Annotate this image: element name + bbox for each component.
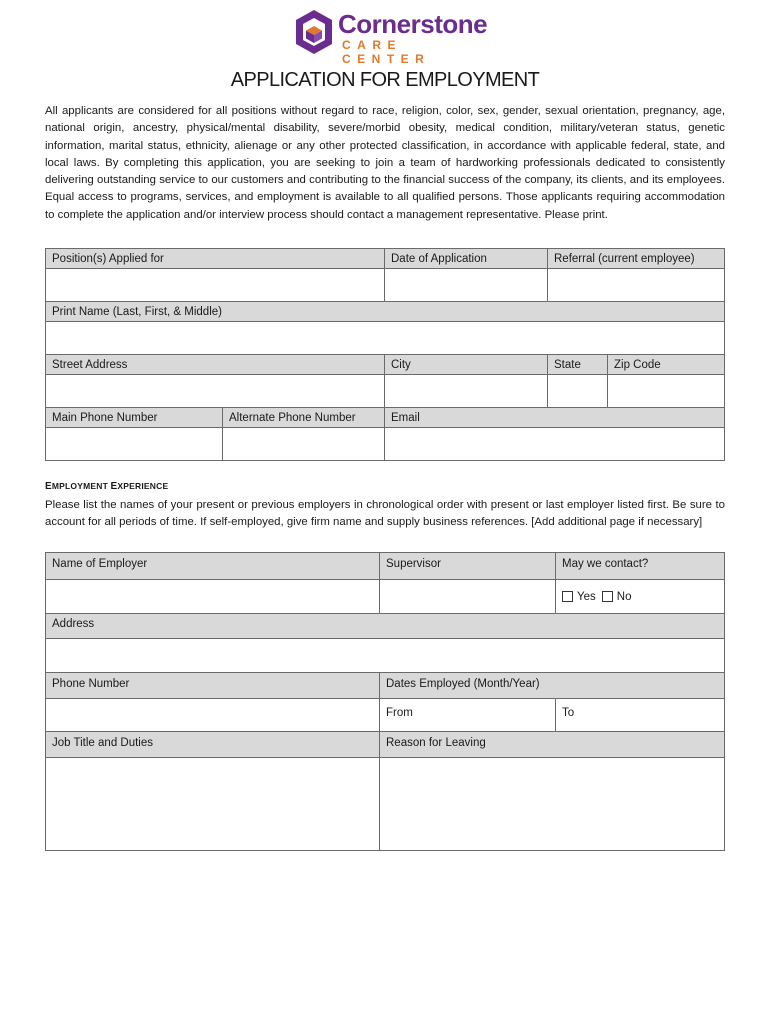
address-input[interactable] (45, 638, 725, 673)
phone-input[interactable] (45, 698, 380, 732)
supervisor-input[interactable] (379, 579, 556, 614)
name-input[interactable] (45, 321, 725, 355)
company-logo (292, 8, 492, 66)
referral-input[interactable] (547, 268, 725, 302)
yes-checkbox[interactable] (562, 591, 573, 602)
no-option-label: No (616, 590, 632, 603)
main-phone-input[interactable] (45, 427, 223, 461)
main-phone-label: Main Phone Number (45, 407, 223, 428)
intro-paragraph: All applicants are considered for all positions without regard to race, religion, color, sex, gender, sexual orientation, pregnancy, age, national origin, ancestry, physical/mental disability, severe/morbid obesity, medical condition, military/veteran status, genetic information, marital status, ethnicity, alienage or any other protected classification, in accordance with applicable federal, state, and local laws. By completing this application, you are seeking to join a team of hardworking professionals dedicated to consistently delivering outstanding service to our customers and contributing to the financial success of the company, its clients, and its employees. Equal access to programs, services, and employment is available to all qualified persons. Those applicants requiring accommodation to complete the application and/or interview process should contact a management representative. Please print. (45, 105, 725, 221)
city-label: City (384, 354, 548, 375)
date-input[interactable] (384, 268, 548, 302)
state-input[interactable] (547, 374, 608, 408)
state-label: State (547, 354, 608, 375)
brand-tagline: CARE CENTER (342, 38, 431, 66)
page-title: APPLICATION FOR EMPLOYMENT (230, 69, 540, 91)
alt-phone-label: Alternate Phone Number (222, 407, 385, 428)
supervisor-label: Supervisor (379, 552, 556, 580)
brand-name: Cornerstone (338, 9, 488, 39)
zip-label: Zip Code (607, 354, 725, 375)
street-label: Street Address (45, 354, 385, 375)
dates-label: Dates Employed (Month/Year) (379, 672, 725, 699)
to-field[interactable]: To (555, 698, 725, 732)
city-input[interactable] (384, 374, 548, 408)
email-label: Email (384, 407, 725, 428)
phone-label: Phone Number (45, 672, 380, 699)
position-input[interactable] (45, 268, 385, 302)
address-label: Address (45, 613, 725, 639)
job-input[interactable] (45, 757, 380, 851)
contact-options (555, 579, 725, 614)
yes-option-label: Yes (577, 590, 596, 603)
date-label: Date of Application (384, 248, 548, 269)
no-checkbox[interactable] (602, 591, 613, 602)
employment-description: Please list the names of your present or previous employers in chronological order with present or last employer listed first. Be sure to account for all periods of time. If self-employed, give firm name and supply business references. [Add additional page if necessary] (45, 499, 725, 529)
employment-heading: EMPLOYMENT EXPERIENCE (45, 481, 169, 492)
email-input[interactable] (384, 427, 725, 461)
hexagon-cube-icon (292, 8, 336, 56)
name-label: Print Name (Last, First, & Middle) (45, 301, 725, 322)
reason-label: Reason for Leaving (379, 731, 725, 758)
job-label: Job Title and Duties (45, 731, 380, 758)
from-field[interactable]: From (379, 698, 556, 732)
street-input[interactable] (45, 374, 385, 408)
reason-input[interactable] (379, 757, 725, 851)
employer-input[interactable] (45, 579, 380, 614)
referral-label: Referral (current employee) (547, 248, 725, 269)
zip-input[interactable] (607, 374, 725, 408)
alt-phone-input[interactable] (222, 427, 385, 461)
employer-label: Name of Employer (45, 552, 380, 580)
contact-label: May we contact? (555, 552, 725, 580)
position-label: Position(s) Applied for (45, 248, 385, 269)
